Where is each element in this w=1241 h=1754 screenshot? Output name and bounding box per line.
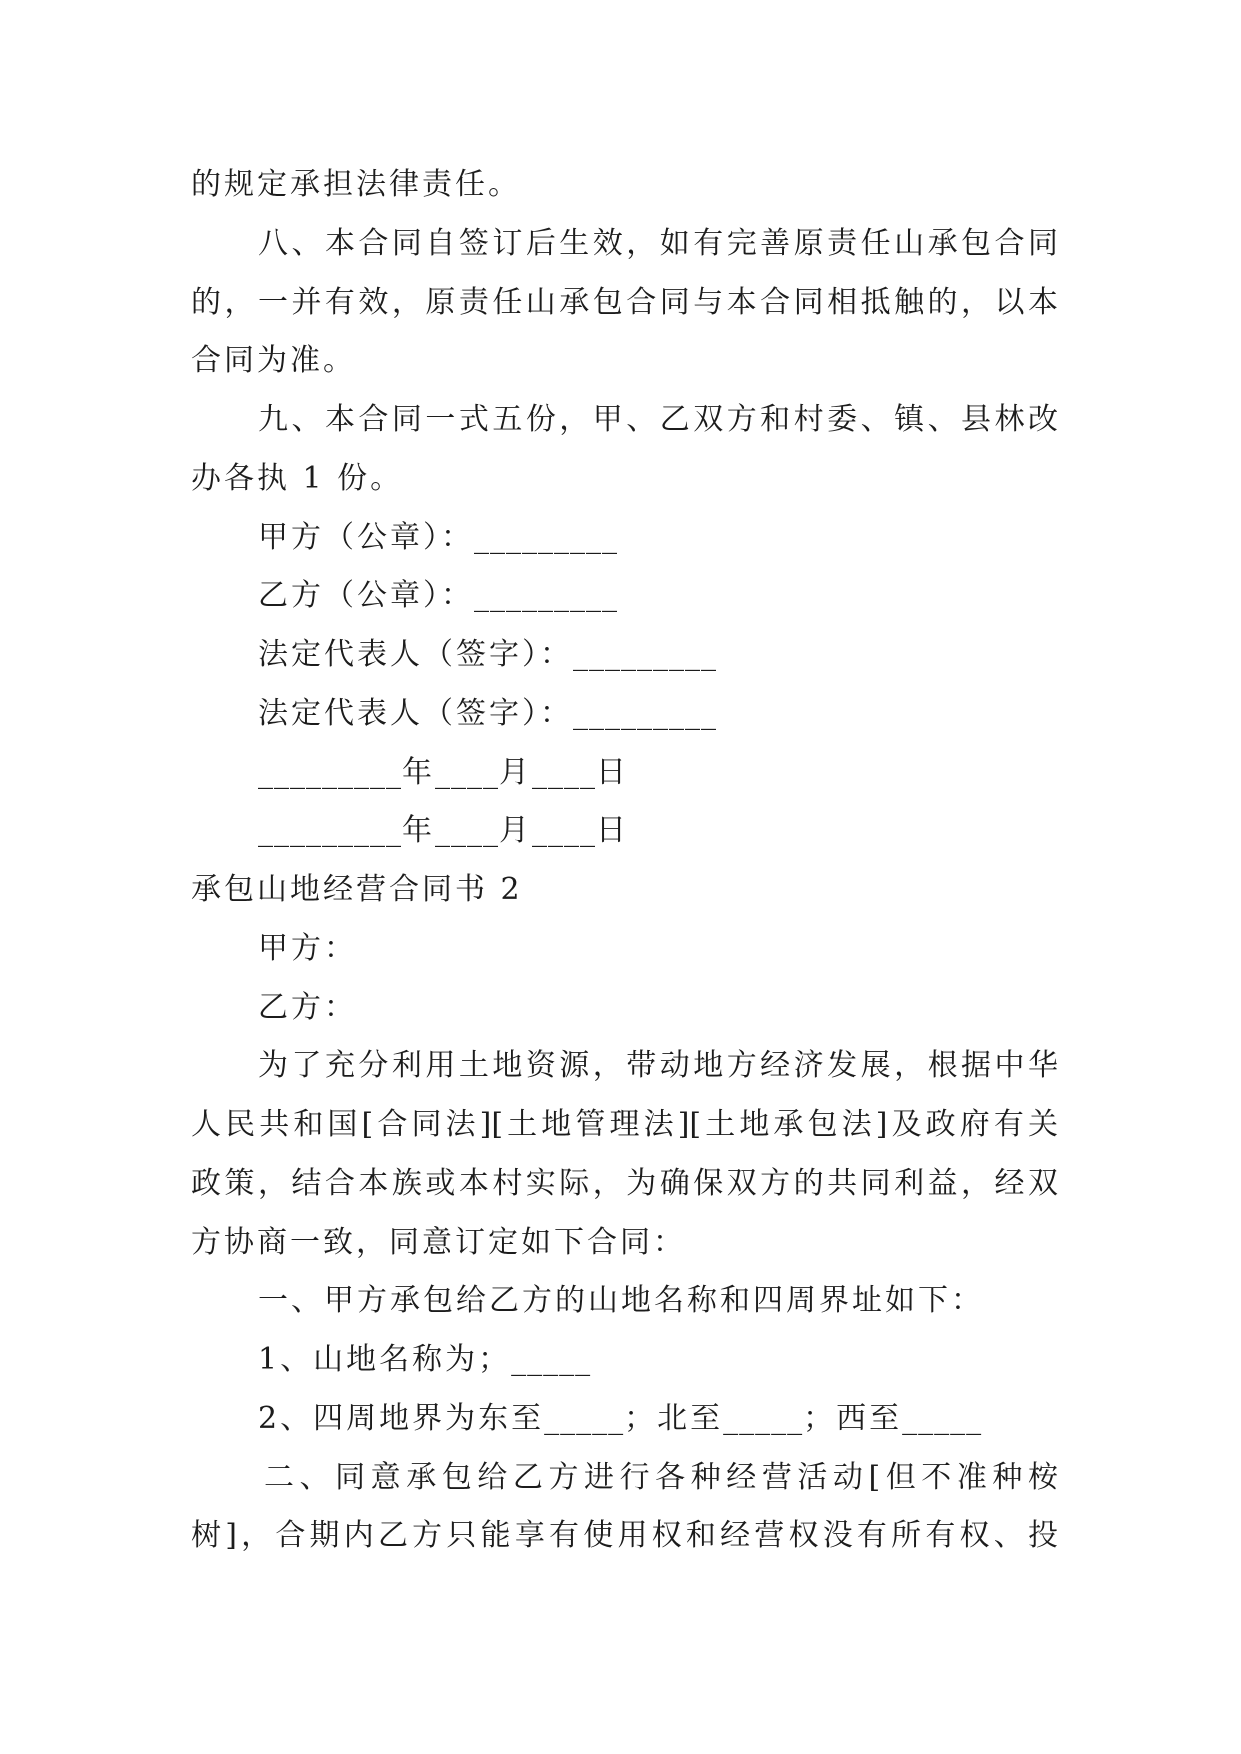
contract-2-party-b: 乙方： bbox=[258, 989, 357, 1025]
clause-8-line-3: 合同为准。 bbox=[191, 343, 356, 379]
clause-1-item-1 bbox=[191, 1331, 1058, 1390]
date-line-a bbox=[191, 744, 1058, 803]
land-name-blank: _____ bbox=[511, 1342, 592, 1377]
clause-2-line-1: 二、同意承包给乙方进行各种经营活动[但不准种桉 bbox=[264, 1459, 1058, 1495]
liability-clause-end: 的规定承担法律责任。 bbox=[191, 167, 521, 202]
clause-9-line-2: 办各执 1 份。 bbox=[191, 460, 404, 496]
boundary-north-label: ；北至 bbox=[624, 1400, 724, 1436]
party-a-seal-label: 甲方（公章）： bbox=[258, 519, 474, 555]
contract-2-party-a: 甲方： bbox=[258, 930, 357, 966]
preamble-line-1: 为了充分利用土地资源，带动地方经济发展，根据中华 bbox=[258, 1048, 1058, 1084]
party-a-seal-line bbox=[191, 509, 1058, 568]
boundary-north-blank: _____ bbox=[723, 1400, 804, 1436]
clause-9-line-1: 九、本合同一式五份，甲、乙双方和村委、镇、县林改 bbox=[258, 402, 1058, 437]
contract-2-title: 承包山地经营合同书 2 bbox=[191, 872, 523, 907]
representative-a-blank: _________ bbox=[573, 637, 717, 672]
date-a-year-blank: _________ bbox=[258, 754, 402, 790]
preamble-line-3: 政策，结合本族或本村实际，为确保双方的共同利益，经双 bbox=[191, 1165, 1058, 1201]
date-b-year-blank: _________ bbox=[258, 813, 402, 849]
clause-1-heading: 一、甲方承包给乙方的山地名称和四周界址如下： bbox=[258, 1283, 984, 1319]
clause-1-item-2 bbox=[191, 1390, 1058, 1449]
boundary-east-label: 2、四周地界为东至 bbox=[258, 1400, 545, 1436]
clause-8-line-1: 八、本合同自签订后生效，如有完善原责任山承包合同 bbox=[258, 225, 1058, 261]
date-line-b bbox=[191, 802, 1058, 861]
boundary-west-blank: _____ bbox=[902, 1400, 983, 1436]
date-a-year: 年 bbox=[402, 754, 435, 790]
date-b-day-blank: ____ bbox=[532, 813, 596, 849]
representative-b-blank: _________ bbox=[573, 695, 717, 731]
land-name-label: 1、山地名称为； bbox=[258, 1342, 512, 1377]
boundary-west-label: ；西至 bbox=[803, 1400, 903, 1436]
boundary-east-blank: _____ bbox=[544, 1400, 625, 1436]
date-a-month: 月 bbox=[499, 754, 532, 790]
party-a-seal-blank: _________ bbox=[474, 519, 618, 555]
party-b-seal-label: 乙方（公章）： bbox=[258, 578, 474, 614]
clause-8-line-2: 的，一并有效，原责任山承包合同与本合同相抵触的，以本 bbox=[191, 284, 1058, 320]
date-b-day: 日 bbox=[596, 813, 629, 849]
date-a-day: 日 bbox=[596, 754, 629, 790]
preamble-line-4: 方协商一致，同意订定如下合同： bbox=[191, 1224, 686, 1260]
representative-a-line bbox=[191, 626, 1058, 685]
date-b-month-blank: ____ bbox=[435, 813, 499, 849]
preamble-line-2: 人民共和国[合同法][土地管理法][土地承包法]及政府有关 bbox=[191, 1107, 1058, 1142]
clause-2-line-2: 树]，合期内乙方只能享有使用权和经营权没有所有权、投 bbox=[191, 1518, 1058, 1554]
date-a-day-blank: ____ bbox=[532, 754, 596, 790]
date-a-month-blank: ____ bbox=[435, 754, 499, 790]
party-b-seal-line bbox=[191, 567, 1058, 626]
party-b-seal-blank: _________ bbox=[474, 578, 618, 614]
document-body bbox=[191, 156, 1058, 1566]
representative-a-label: 法定代表人（签字）： bbox=[258, 637, 573, 672]
date-b-month: 月 bbox=[499, 813, 532, 849]
date-b-year: 年 bbox=[402, 813, 435, 849]
representative-b-line bbox=[191, 685, 1058, 744]
representative-b-label: 法定代表人（签字）： bbox=[258, 695, 573, 731]
